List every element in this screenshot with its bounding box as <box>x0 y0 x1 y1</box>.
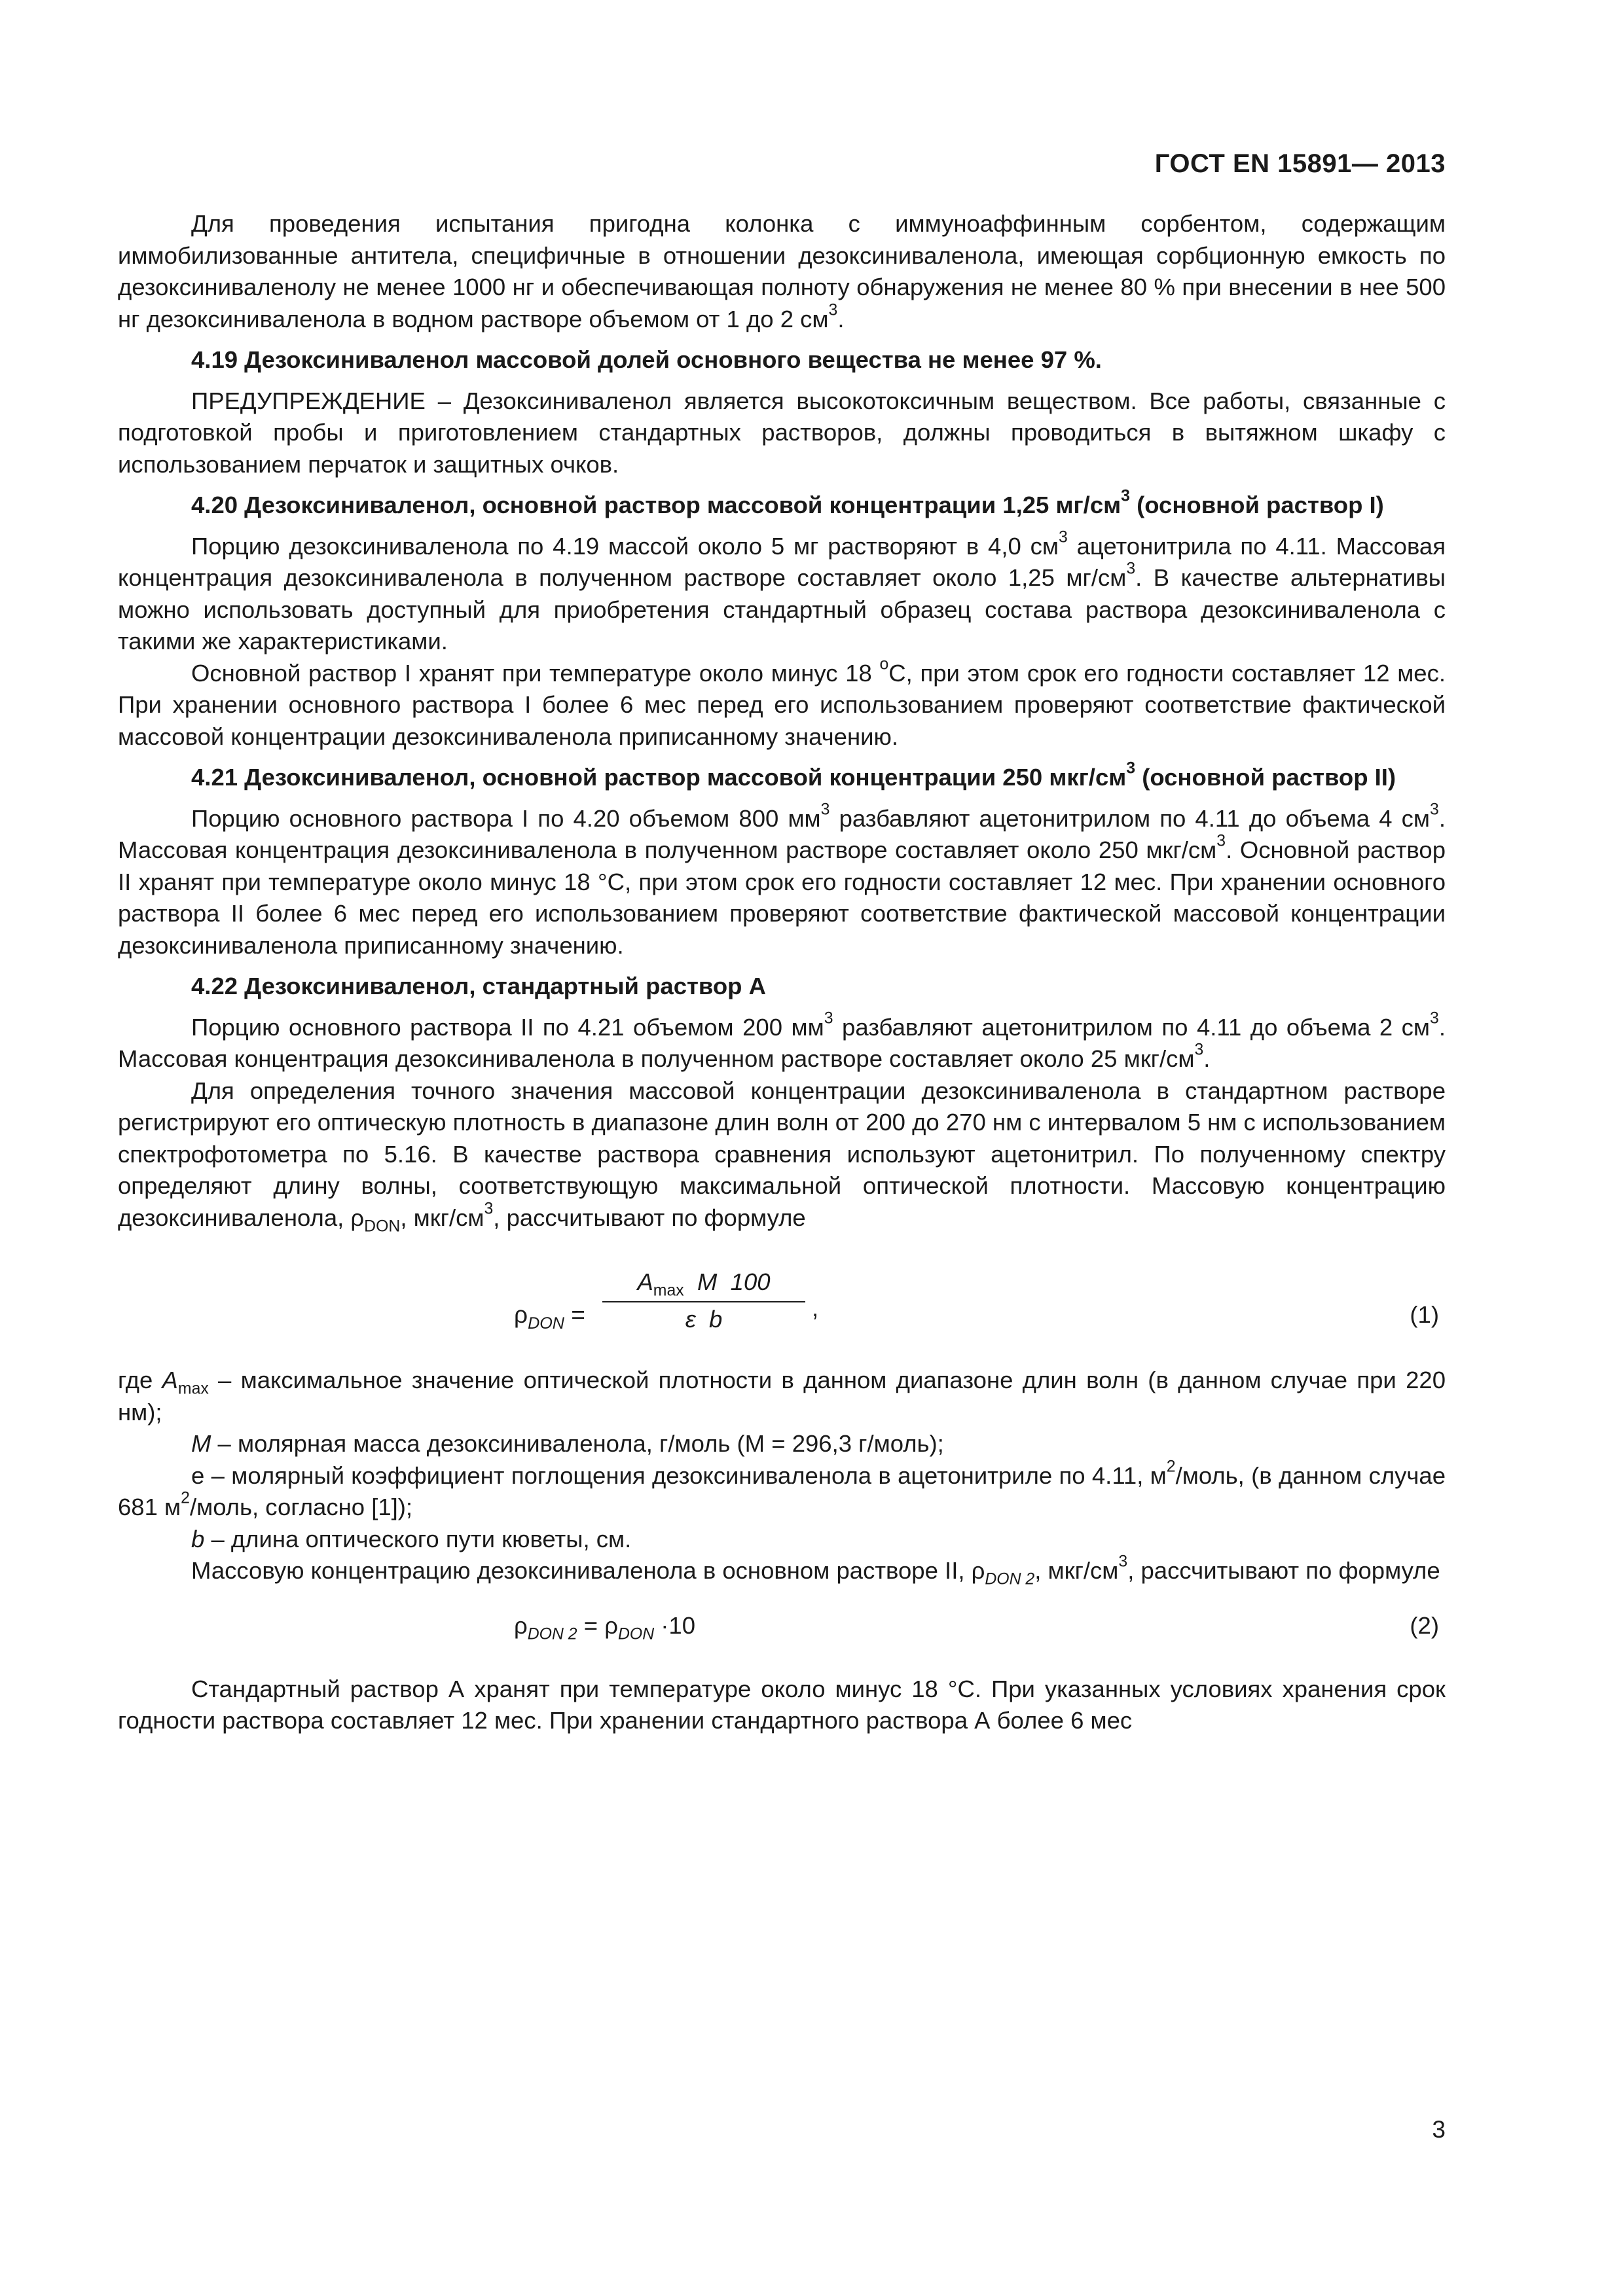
paragraph-4-21-preparation: Порцию основного раствора I по 4.20 объемом 800 $мм^3$ разбавляют ацетонитрилом по 4.11 до объема 4 $см^3$. Массовая концентрация дезоксиниваленола в полученном растворе составляет около 250 мкг/$см^3$. Основной раствор II хранят при температуре около минус 18 °С, при этом срок его годности составляет 12 мес. При хранении основного раствора II более 6 мес перед его использованием проверяют соответствие фактической массовой концентрации дезоксиниваленола приписанному значению. <box>118 800 1446 959</box>
formula-1-denominator: ε b <box>685 1305 723 1333</box>
formula-1 <box>118 1266 1446 1365</box>
formula-1-numerator: $A_{max}$ M 100 <box>602 1266 805 1302</box>
paragraph-standard-a-storage: Стандартный раствор А хранят при температуре около минус 18 °С. При указанных условиях хранения срок годности раствора составляет 12 мес. При хранении стандартного раствора А более 6 мес <box>118 1675 1446 1734</box>
section-heading-4-21: 4.21 Дезоксиниваленол, основной раствор массовой концентрации 250 мкг/$см^3$ (основной раствор II) <box>191 759 1396 791</box>
page-body <box>118 208 1446 1737</box>
where-path-length: b – длина оптического пути кюветы, см. <box>191 1525 632 1552</box>
paragraph-4-22-measurement: Для определения точного значения массовой концентрации дезоксиниваленола в стандартном растворе регистрируют его оптическую плотность в диапазоне длин волн от 200 до 270 нм с интервалом 5 нм с использованием спектрофотометра по 5.16. В качестве раствора сравнения используют ацетонитрил. По полученному спектру определяют длину волны, соответствующую максимальной оптической плотности. Массовую концентрацию дезоксиниваленола, $\rho_{DON}$, мкг/$см^3$, рассчитывают по формуле <box>118 1077 1446 1236</box>
page-number: 3 <box>1432 2116 1446 2143</box>
paragraph-4-20-preparation: Порцию дезоксиниваленола по 4.19 массой около 5 мг растворяют в 4,0 $см^3$ ацетонитрила по 4.11. Массовая концентрация дезоксиниваленола в полученном растворе составляет около 1,25 $мг/см^3$. В качестве альтернативы можно использовать доступный для приобретения стандартный образец состава раствора дезоксиниваленола с такими же характеристиками. <box>118 528 1446 655</box>
formula-2-number: (2) <box>1410 1611 1439 1639</box>
document-code-header: ГОСТ EN 15891— 2013 <box>1154 149 1446 178</box>
paragraph-column-requirements: Для проведения испытания пригодна колонка с иммуноаффинным сорбентом, содержащим иммобилизованные антитела, специфичные в отношении дезоксиниваленола, имеющая сорбционную емкость по дезоксиниваленолу не менее 1000 нг и обеспечивающая полноту обнаружения не менее 80 % при внесении в нее 500 нг дезоксиниваленола в водном растворе объемом от 1 до 2 $см^3$. <box>118 210 1446 332</box>
formula-1-fraction <box>602 1266 805 1335</box>
warning-paragraph: ПРЕДУПРЕЖДЕНИЕ – Дезоксиниваленол является высокотоксичным веществом. Все работы, связанные с подготовкой пробы и приготовлением стандартных растворов, должны проводиться в вытяжном шкафу с использованием перчаток и защитных очков. <box>118 387 1446 478</box>
where-epsilon: е – молярный коэффициент поглощения дезоксиниваленола в ацетонитриле по 4.11, $м^2$/моль, (в данном случае 681 $м^2$/моль, согласно [1]); <box>118 1457 1446 1520</box>
formula-2-expression: $\rho_{DON 2} = \rho_{DON} \cdot 10$ <box>514 1611 696 1643</box>
formula-1-comma: , <box>812 1295 819 1321</box>
where-molar-mass: М – молярная масса дезоксиниваленола, г/моль (М = 296,3 г/моль); <box>191 1430 944 1457</box>
where-amax: где $A_{max}$ – максимальное значение оптической плотности в данном диапазоне длин волн (в данном случае при 220 нм); <box>118 1367 1446 1426</box>
formula-1-lhs: $\rho_{DON}$ = <box>514 1301 585 1333</box>
paragraph-4-20-storage: Основной раствор I хранят при температуре около минус 18 $^о$С, при этом срок его годности составляет 12 мес. При хранении основного раствора I более 6 мес перед его использованием проверяют соответствие фактической массовой концентрации дезоксиниваленола приписанному значению. <box>118 655 1446 750</box>
paragraph-4-22-preparation: Порцию основного раствора II по 4.21 объемом 200 $мм^3$ разбавляют ацетонитрилом по 4.11 до объема 2 $см^3$. Массовая концентрация дезоксиниваленола в полученном растворе составляет около 25 мкг/$см^3$. <box>118 1009 1446 1072</box>
paragraph-concentration-stock-ii: Массовую концентрацию дезоксиниваленола в основном растворе II, $\rho_{DON 2}$, мкг/$см^3$, рассчитывают по формуле <box>191 1552 1440 1588</box>
section-heading-4-22: 4.22 Дезоксиниваленол, стандартный раствор А <box>191 973 766 999</box>
formula-2 <box>118 1587 1446 1659</box>
section-heading-4-19: 4.19 Дезоксиниваленол массовой долей основного вещества не менее 97 %. <box>191 346 1102 373</box>
section-heading-4-20: 4.20 Дезоксиниваленол, основной раствор массовой концентрации 1,25 $мг/см^3$ (основной раствор I) <box>191 487 1384 518</box>
formula-1-number: (1) <box>1410 1301 1439 1328</box>
